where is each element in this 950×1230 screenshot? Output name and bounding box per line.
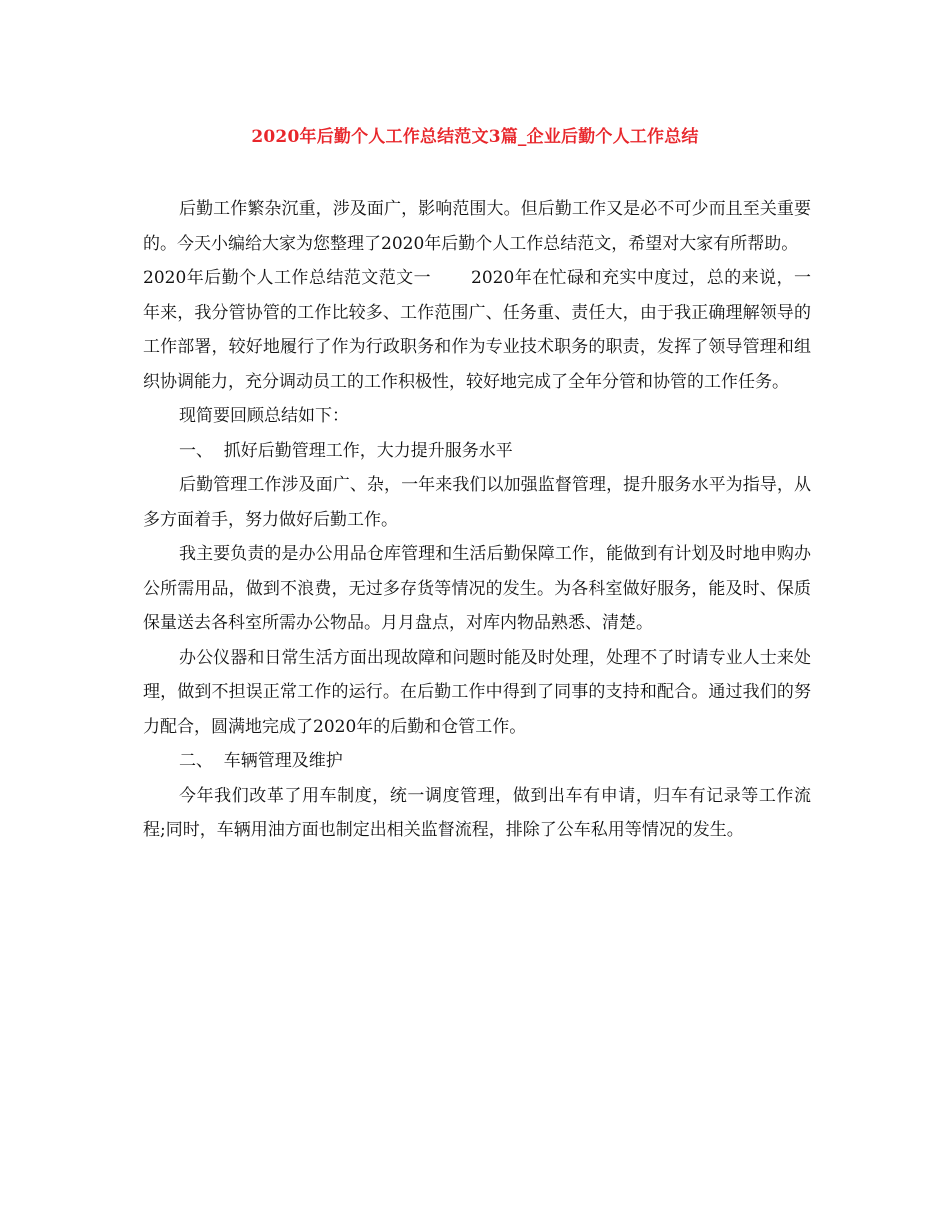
paragraph-summary-intro: 现简要回顾总结如下： (179, 406, 349, 426)
paragraph-intro: 后勤工作繁杂沉重，涉及面广，影响范围大。但后勤工作又是必不可少而且至关重要的。今天小编给大家为您整理了2020年后勤个人工作总结范文，希望对大家有所帮助。 (143, 199, 811, 254)
section-heading: 2020年后勤个人工作总结范文范文一 (143, 268, 432, 288)
paragraph-vehicles: 今年我们改革了用车制度，统一调度管理，做到出车有申请，归车有记录等工作流程;同时，车辆用油方面也制定出相关监督流程，排除了公车私用等情况的发生。 (143, 785, 811, 840)
paragraph-equipment: 办公仪器和日常生活方面出现故障和问题时能及时处理，处理不了时请专业人士来处理，做到不担误正常工作的运行。在后勤工作中得到了同事的支持和配合。通过我们的努力配合，圆满地完成了2020年的后勤和仓管工作。 (143, 647, 811, 737)
paragraph-warehouse: 我主要负责的是办公用品仓库管理和生活后勤保障工作，能做到有计划及时地申购办公所需用品，做到不浪费，无过多存货等情况的发生。为各科室做好服务，能及时、保质保量送去各科室所需办公物品。月月盘点，对库内物品熟悉、清楚。 (143, 544, 811, 633)
document-title: 2020年后勤个人工作总结范文3篇_企业后勤个人工作总结 (251, 127, 699, 147)
paragraph-logistics: 后勤管理工作涉及面广、杂，一年来我们以加强监督管理，提升服务水平为指导，从多方面着手，努力做好后勤工作。 (143, 475, 811, 530)
paragraph-section-one (143, 261, 811, 399)
subheading-vehicles: 二、 车辆管理及维护 (179, 751, 343, 771)
section-body: 2020年在忙碌和充实中度过，总的来说，一年来，我分管协管的工作比较多、工作范围广、任务重、责任大，由于我正确理解领导的工作部署，较好地履行了作为行政职务和作为专业技术职务的职责，发挥了领导管理和组织协调能力，充分调动员工的工作积极性，较好地完成了全年分管和协管的工作任务。 (143, 268, 811, 392)
document-body (143, 192, 811, 848)
subheading-logistics: 一、 抓好后勤管理工作，大力提升服务水平 (179, 440, 513, 461)
